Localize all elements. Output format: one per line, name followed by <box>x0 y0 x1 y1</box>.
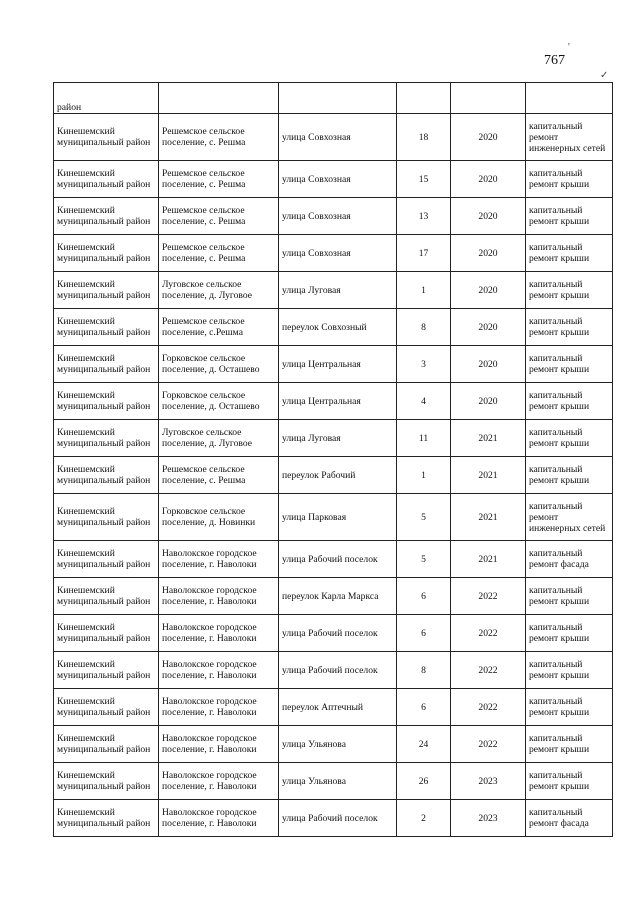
district-cell: Кинешемский муниципальный район <box>54 652 159 689</box>
district-cell: Кинешемский муниципальный район <box>54 235 159 272</box>
district-cell: Кинешемский муниципальный район <box>54 494 159 541</box>
table-row <box>54 494 613 541</box>
work-cell: капитальный ремонт инженерных сетей <box>526 114 613 161</box>
settlement-cell: Луговское сельское поселение, д. Луговое <box>159 420 279 457</box>
district-cell: Кинешемский муниципальный район <box>54 346 159 383</box>
work-cell: капитальный ремонт крыши <box>526 457 613 494</box>
street-cell: переулок Рабочий <box>279 457 397 494</box>
work-cell: капитальный ремонт крыши <box>526 726 613 763</box>
table-row <box>54 198 613 235</box>
work-cell: капитальный ремонт крыши <box>526 383 613 420</box>
year-cell: 2020 <box>451 383 526 420</box>
settlement-cell: Наволокское городское поселение, г. Наволоки <box>159 578 279 615</box>
street-cell: улица Центральная <box>279 383 397 420</box>
year-cell: 2022 <box>451 689 526 726</box>
street-cell <box>279 83 397 114</box>
district-cell: район <box>54 83 159 114</box>
table-row <box>54 800 613 837</box>
work-cell: капитальный ремонт крыши <box>526 235 613 272</box>
street-cell: переулок Аптечный <box>279 689 397 726</box>
work-cell: капитальный ремонт крыши <box>526 272 613 309</box>
year-cell: 2021 <box>451 457 526 494</box>
settlement-cell: Решемское сельское поселение, с. Решма <box>159 457 279 494</box>
settlement-cell: Горковское сельское поселение, д. Осташево <box>159 383 279 420</box>
settlement-cell: Наволокское городское поселение, г. Наволоки <box>159 800 279 837</box>
year-cell: 2022 <box>451 652 526 689</box>
house-cell: 24 <box>397 726 451 763</box>
house-cell: 1 <box>397 272 451 309</box>
table-row <box>54 114 613 161</box>
table-row <box>54 578 613 615</box>
table-row <box>54 457 613 494</box>
house-cell: 26 <box>397 763 451 800</box>
settlement-cell: Решемское сельское поселение, с. Решма <box>159 161 279 198</box>
street-cell: улица Совхозная <box>279 114 397 161</box>
district-cell: Кинешемский муниципальный район <box>54 541 159 578</box>
work-cell: капитальный ремонт фасада <box>526 541 613 578</box>
street-cell: переулок Карла Маркса <box>279 578 397 615</box>
table-row <box>54 689 613 726</box>
work-cell: капитальный ремонт крыши <box>526 689 613 726</box>
year-cell <box>451 83 526 114</box>
year-cell: 2020 <box>451 309 526 346</box>
table-row <box>54 726 613 763</box>
district-cell: Кинешемский муниципальный район <box>54 420 159 457</box>
house-cell: 1 <box>397 457 451 494</box>
work-cell: капитальный ремонт крыши <box>526 198 613 235</box>
house-cell: 5 <box>397 541 451 578</box>
year-cell: 2021 <box>451 420 526 457</box>
work-cell: капитальный ремонт крыши <box>526 346 613 383</box>
work-cell: капитальный ремонт крыши <box>526 309 613 346</box>
house-cell: 5 <box>397 494 451 541</box>
house-cell: 4 <box>397 383 451 420</box>
table-row <box>54 161 613 198</box>
settlement-cell: Наволокское городское поселение, г. Наволоки <box>159 615 279 652</box>
housing-repair-table <box>53 82 613 837</box>
scan-mark-top: ' <box>568 42 570 53</box>
table-row <box>54 383 613 420</box>
settlement-cell <box>159 83 279 114</box>
settlement-cell: Решемское сельское поселение, с. Решма <box>159 198 279 235</box>
year-cell: 2021 <box>451 494 526 541</box>
year-cell: 2022 <box>451 726 526 763</box>
house-cell: 6 <box>397 578 451 615</box>
street-cell: улица Луговая <box>279 420 397 457</box>
house-cell: 6 <box>397 689 451 726</box>
street-cell: улица Рабочий поселок <box>279 652 397 689</box>
work-cell: капитальный ремонт крыши <box>526 420 613 457</box>
year-cell: 2020 <box>451 346 526 383</box>
work-cell: капитальный ремонт крыши <box>526 763 613 800</box>
year-cell: 2023 <box>451 800 526 837</box>
year-cell: 2022 <box>451 578 526 615</box>
house-cell: 3 <box>397 346 451 383</box>
street-cell: улица Центральная <box>279 346 397 383</box>
table-row <box>54 309 613 346</box>
year-cell: 2020 <box>451 272 526 309</box>
district-cell: Кинешемский муниципальный район <box>54 615 159 652</box>
district-cell: Кинешемский муниципальный район <box>54 689 159 726</box>
house-cell: 8 <box>397 309 451 346</box>
work-cell: капитальный ремонт крыши <box>526 578 613 615</box>
table-row <box>54 763 613 800</box>
table-row <box>54 615 613 652</box>
district-cell: Кинешемский муниципальный район <box>54 457 159 494</box>
house-cell: 13 <box>397 198 451 235</box>
district-cell: Кинешемский муниципальный район <box>54 763 159 800</box>
settlement-cell: Наволокское городское поселение, г. Наволоки <box>159 689 279 726</box>
work-cell: капитальный ремонт инженерных сетей <box>526 494 613 541</box>
district-cell: Кинешемский муниципальный район <box>54 726 159 763</box>
work-cell: капитальный ремонт крыши <box>526 161 613 198</box>
work-cell: капитальный ремонт крыши <box>526 652 613 689</box>
district-cell: Кинешемский муниципальный район <box>54 198 159 235</box>
table-body <box>54 83 613 837</box>
settlement-cell: Наволокское городское поселение, г. Наволоки <box>159 541 279 578</box>
district-cell: Кинешемский муниципальный район <box>54 272 159 309</box>
settlement-cell: Наволокское городское поселение, г. Наволоки <box>159 726 279 763</box>
year-cell: 2020 <box>451 198 526 235</box>
house-cell: 2 <box>397 800 451 837</box>
settlement-cell: Наволокское городское поселение, г. Наволоки <box>159 652 279 689</box>
district-cell: Кинешемский муниципальный район <box>54 161 159 198</box>
street-cell: улица Парковая <box>279 494 397 541</box>
street-cell: улица Ульянова <box>279 763 397 800</box>
settlement-cell: Горковское сельское поселение, д. Осташево <box>159 346 279 383</box>
work-cell: капитальный ремонт крыши <box>526 615 613 652</box>
work-cell: капитальный ремонт фасада <box>526 800 613 837</box>
table-row <box>54 272 613 309</box>
settlement-cell: Горковское сельское поселение, д. Новинки <box>159 494 279 541</box>
year-cell: 2020 <box>451 114 526 161</box>
table-row <box>54 346 613 383</box>
house-cell: 17 <box>397 235 451 272</box>
house-cell: 6 <box>397 615 451 652</box>
year-cell: 2023 <box>451 763 526 800</box>
year-cell: 2022 <box>451 615 526 652</box>
street-cell: улица Рабочий поселок <box>279 541 397 578</box>
street-cell: улица Рабочий поселок <box>279 800 397 837</box>
street-cell: улица Совхозная <box>279 235 397 272</box>
scan-mark-right: ✓ <box>600 70 609 81</box>
street-cell: улица Совхозная <box>279 198 397 235</box>
table-row-continued <box>54 83 613 114</box>
settlement-cell: Наволокское городское поселение, г. Наволоки <box>159 763 279 800</box>
district-cell: Кинешемский муниципальный район <box>54 114 159 161</box>
table-row <box>54 235 613 272</box>
district-cell: Кинешемский муниципальный район <box>54 578 159 615</box>
house-cell: 15 <box>397 161 451 198</box>
house-cell: 8 <box>397 652 451 689</box>
district-cell: Кинешемский муниципальный район <box>54 309 159 346</box>
table-row <box>54 652 613 689</box>
street-cell: улица Рабочий поселок <box>279 615 397 652</box>
street-cell: улица Совхозная <box>279 161 397 198</box>
settlement-cell: Решемское сельское поселение, с. Решма <box>159 235 279 272</box>
street-cell: переулок Совхозный <box>279 309 397 346</box>
settlement-cell: Решемское сельское поселение, с. Решма <box>159 114 279 161</box>
year-cell: 2020 <box>451 235 526 272</box>
work-cell <box>526 83 613 114</box>
street-cell: улица Ульянова <box>279 726 397 763</box>
district-cell: Кинешемский муниципальный район <box>54 800 159 837</box>
house-cell: 11 <box>397 420 451 457</box>
district-cell: Кинешемский муниципальный район <box>54 383 159 420</box>
settlement-cell: Решемское сельское поселение, с.Решма <box>159 309 279 346</box>
house-cell: 18 <box>397 114 451 161</box>
table-row <box>54 420 613 457</box>
year-cell: 2020 <box>451 161 526 198</box>
settlement-cell: Луговское сельское поселение, д. Луговое <box>159 272 279 309</box>
page-number: 767 <box>544 53 565 68</box>
year-cell: 2021 <box>451 541 526 578</box>
house-cell <box>397 83 451 114</box>
street-cell: улица Луговая <box>279 272 397 309</box>
table-row <box>54 541 613 578</box>
